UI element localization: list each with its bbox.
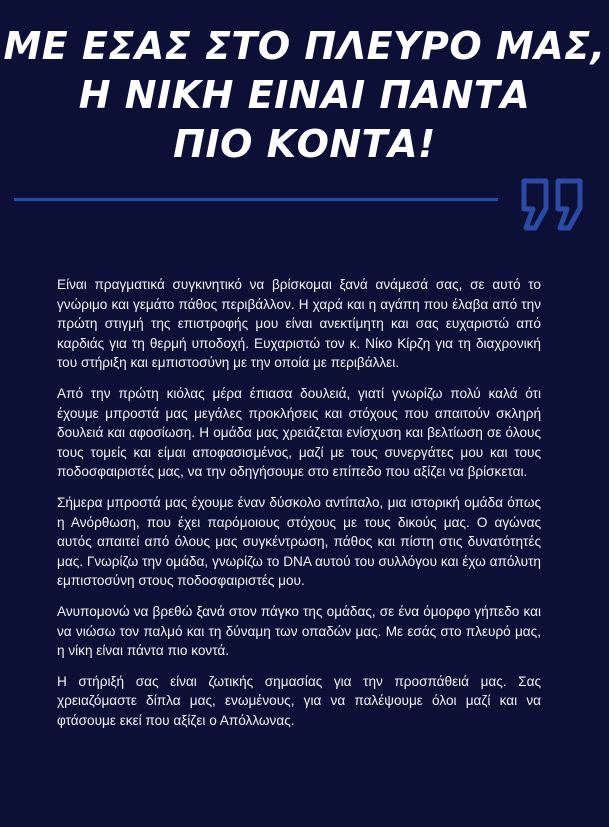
paragraph-2: Από την πρώτη κιόλας μέρα έπιασα δουλειά, γιατί γνωρίζω πολύ καλά ότι έχουμε μπροστά μας μεγάλες προκλήσεις και στόχους που απαιτούν σκληρή δουλειά και αφοσίωση. Η ομάδα μας χρειάζεται ενίσχυση και βελτίωση σε όλους τους τομείς και είμαι αποφασισμένος, μαζί με τους συνεργάτες μου και τους ποδοσφαιριστές μας, να την οδηγήσουμε στο επίπεδο που αξίζει να βρίσκεται. xyxy=(57,385,541,480)
headline-line-3: ΠΙΟ ΚΟΝΤΑ! xyxy=(173,122,436,166)
divider-line xyxy=(14,198,498,201)
headline xyxy=(0,22,609,169)
paragraph-5: Η στήριξή σας είναι ζωτικής σημασίας για την προσπάθειά μας. Σας χρειαζόμαστε δίπλα μας, ενωμένους, για να παλέψουμε όλοι μαζί και να φτάσουμε εκεί που αξίζει ο Απόλλωνας. xyxy=(57,673,541,728)
headline-line-2: Η ΝΙΚΗ ΕΙΝΑΙ ΠΑΝΤΑ xyxy=(78,73,531,117)
closing-quotation-mark-icon xyxy=(520,176,586,232)
paragraph-1: Είναι πραγματικά συγκινητικό να βρίσκομαι ξανά ανάμεσά σας, σε αυτό το γνώριμο και γεμάτο πάθος περιβάλλον. Η χαρά και η αγάπη που έλαβα από την πρώτη στιγμή της επιστροφής μου είναι ανεκτίμητη και σας ευχαριστώ από καρδιάς για τη θερμή υποδοχή. Ευχαριστώ τον κ. Νίκο Κίρζη για τη διαχρονική του στήριξη και εμπιστοσύνη με την οποία με περιβάλλει. xyxy=(57,277,541,371)
letter-body xyxy=(57,275,541,741)
paragraph-3: Σήμερα μπροστά μας έχουμε έναν δύσκολο αντίπαλο, μια ιστορική ομάδα όπως η Ανόρθωση, που έχει παρόμοιους στόχους με τους δικούς μας. Ο αγώνας αυτός απαιτεί από όλους μας συγκέντρωση, πάθος και πίστη στις δυνατότητές μας. Γνωρίζω την ομάδα, γνωρίζω το DNA αυτού του συλλόγου και έχω απόλυτη εμπιστοσύνη στους ποδοσφαιριστές μου. xyxy=(57,494,541,589)
headline-line-1: ΜΕ ΕΣΑΣ ΣΤΟ ΠΛΕΥΡΟ ΜΑΣ, xyxy=(3,24,606,68)
paragraph-4: Ανυπομονώ να βρεθώ ξανά στον πάγκο της ομάδας, σε ένα όμορφο γήπεδο και να νιώσω τον παλμό και τη δύναμη των οπαδών μας. Με εσάς στο πλευρό μας, η νίκη είναι πάντα πιο κοντά. xyxy=(57,603,541,659)
